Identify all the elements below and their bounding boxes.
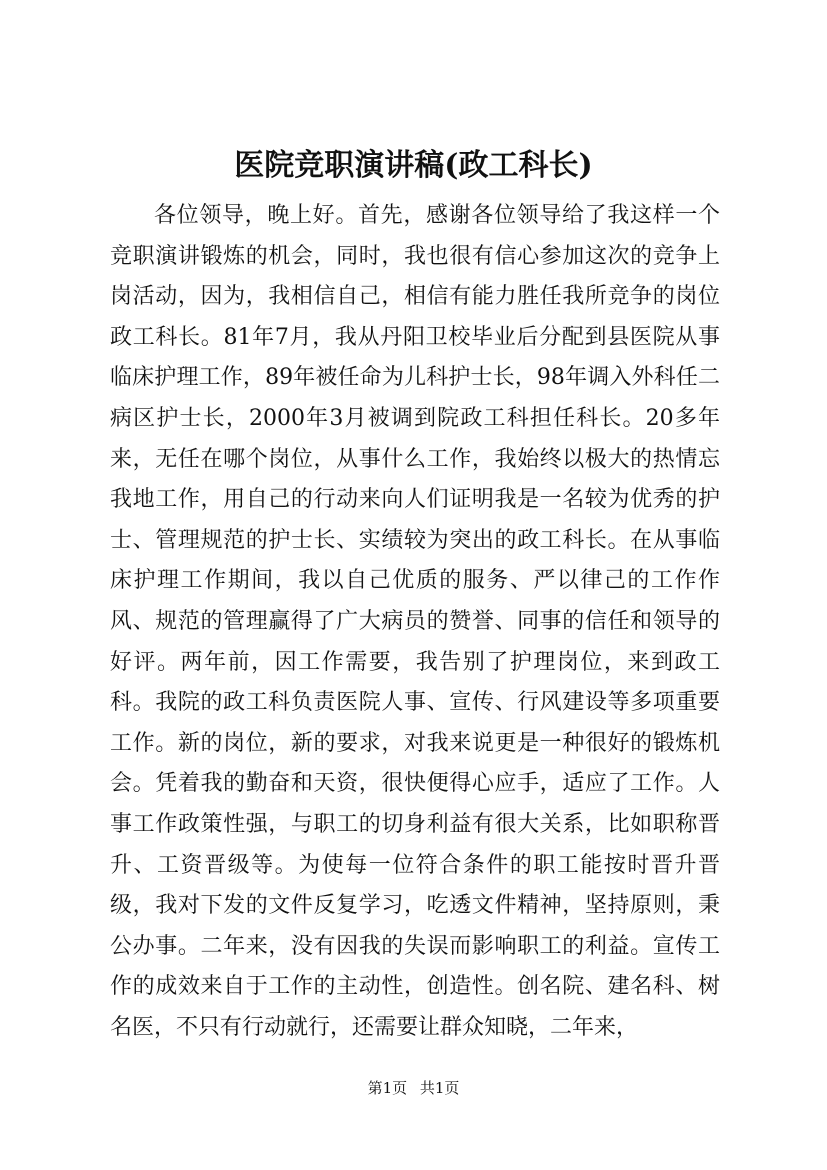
page-footer [0, 1078, 827, 1098]
page-number: 第1页 [367, 1079, 408, 1097]
document-body: 各位领导，晚上好。首先，感谢各位领导给了我这样一个竞职演讲锻炼的机会，同时，我也很有信心参加这次的竞争上岗活动，因为，我相信自己，相信有能力胜任我所竞争的岗位政工科长。81年7月，我从丹阳卫校毕业后分配到县医院从事临床护理工作，89年被任命为儿科护士长，98年调入外科任二病区护士长，2000年3月被调到院政工科担任科长。20多年来，无任在哪个岗位，从事什么工作，我始终以极大的热情忘我地工作，用自己的行动来向人们证明我是一名较为优秀的护士、管理规范的护士长、实绩较为突出的政工科长。在从事临床护理工作期间，我以自己优质的服务、严以律己的工作作风、规范的管理赢得了广大病员的赞誉、同事的信任和领导的好评。两年前，因工作需要，我告别了护理岗位，来到政工科。我院的政工科负责医院人事、宣传、行风建设等多项重要工作。新的岗位，新的要求，对我来说更是一种很好的锻炼机会。凭着我的勤奋和天资，很快便得心应手，适应了工作。人事工作政策性强，与职工的切身利益有很大关系，比如职称晋升、工资晋级等。为使每一位符合条件的职工能按时晋升晋级，我对下发的文件反复学习，吃透文件精神，坚持原则，秉公办事。二年来，没有因我的失误而影响职工的利益。宣传工作的成效来自于工作的主动性，创造性。创名院、建名科、树名医，不只有行动就行，还需要让群众知晓，二年来， [110, 203, 720, 1040]
page-total: 共1页 [419, 1079, 460, 1097]
document-title: 医院竞职演讲稿(政工科长) [234, 148, 593, 183]
